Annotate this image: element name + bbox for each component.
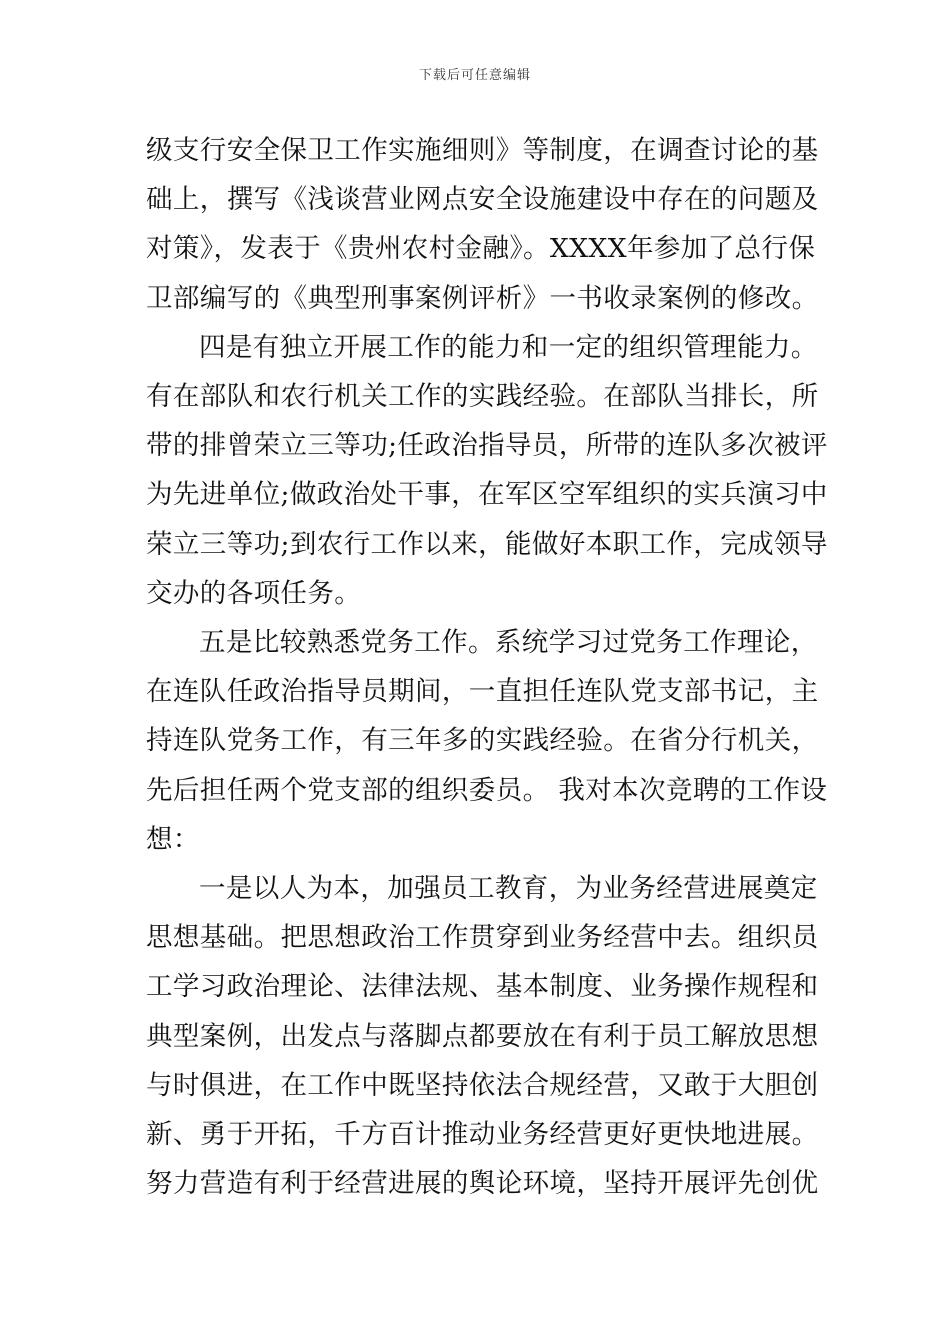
paragraph-start-line: 一是以人为本，加强员工教育，为业务经营进展奠定 [199, 873, 818, 905]
text-line: 荣立三等功;到农行工作以来，能做好本职工作，完成领导 [146, 528, 828, 560]
text-line: 持连队党务工作，有三年多的实践经验。在省分行机关， [146, 725, 819, 757]
text-line: 为先进单位;做政治处干事，在军区空军组织的实兵演习中 [146, 479, 828, 511]
text-line: 思想基础。把思想政治工作贯穿到业务经营中去。组织员 [146, 922, 819, 954]
text-line: 典型案例，出发点与落脚点都要放在有利于员工解放思想 [146, 1020, 819, 1052]
page-header: 下载后可任意编辑 [418, 68, 531, 83]
text-line: 与时俱进，在工作中既坚持依法合规经营，又敢于大胆创 [146, 1069, 819, 1101]
text-line: 工学习政治理论、法律法规、基本制度、业务操作规程和 [146, 971, 819, 1003]
text-line: 级支行安全保卫工作实施细则》等制度，在调查讨论的基 [146, 135, 819, 166]
paragraph-start-line: 五是比较熟悉党务工作。系统学习过党务工作理论， [199, 627, 818, 659]
text-line: 卫部编写的《典型刑事案例评析》一书收录案例的修改。 [146, 282, 819, 314]
text-line: 有在部队和农行机关工作的实践经验。在部队当排长，所 [146, 381, 819, 413]
text-line: 对策》，发表于《贵州农村金融》。XXXX年参加了总行保 [146, 233, 816, 265]
text-line: 在连队任政治指导员期间，一直担任连队党支部书记，主 [146, 676, 819, 708]
text-line: 想： [146, 823, 200, 855]
text-line: 础上，撰写《浅谈营业网点安全设施建设中存在的问题及 [146, 184, 819, 216]
paragraph-start-line: 四是有独立开展工作的能力和一定的组织管理能力。 [199, 331, 818, 363]
text-line: 交办的各项任务。 [146, 577, 362, 609]
document-body [146, 126, 828, 1208]
text-line: 先后担任两个党支部的组织委员。 我对本次竞聘的工作设 [146, 774, 828, 806]
text-line: 带的排曾荣立三等功;任政治指导员，所带的连队多次被评 [146, 430, 828, 462]
text-line: 新、勇于开拓，千方百计推动业务经营更好更快地进展。 [146, 1119, 819, 1151]
text-line: 努力营造有利于经营进展的舆论环境，坚持开展评先创优 [146, 1168, 819, 1200]
